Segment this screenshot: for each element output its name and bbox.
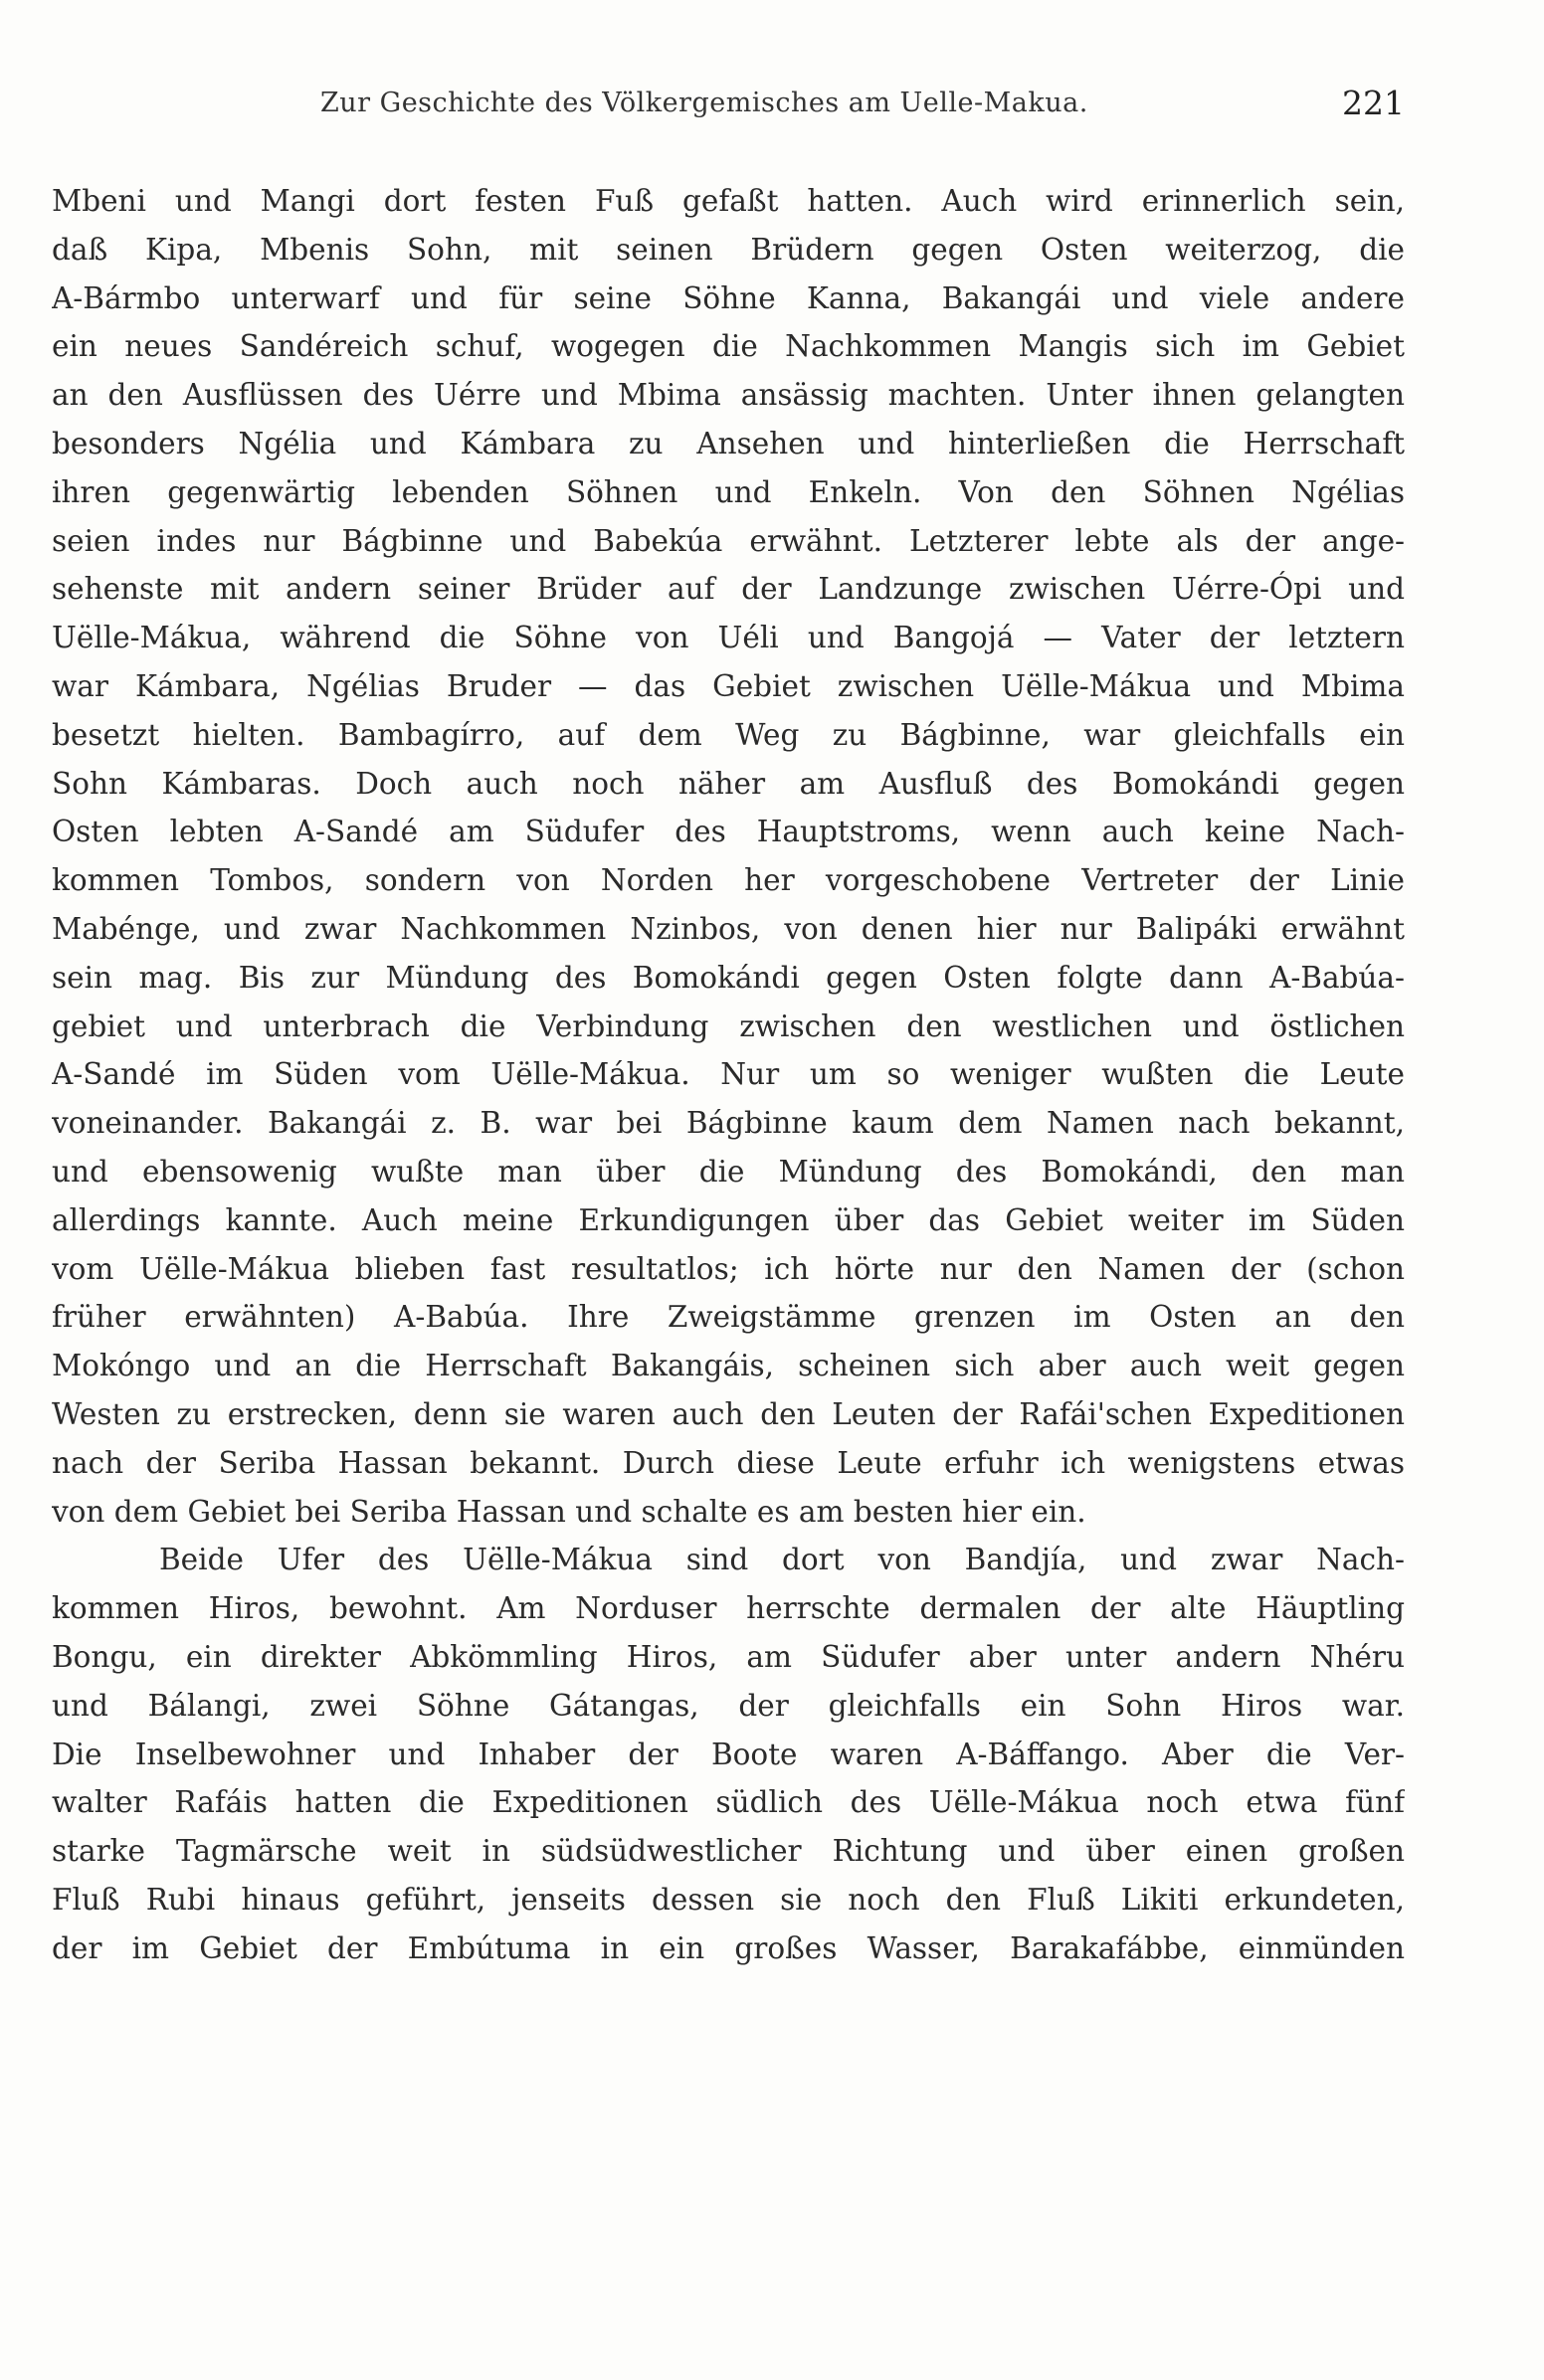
text-line: nach der Seriba Hassan bekannt. Durch diese Leute erfuhr ich wenigstens etwas: [52, 1445, 1405, 1480]
text-line: sein mag. Bis zur Mündung des Bomokándi gegen Osten folgte dann A-Babúa-: [52, 960, 1405, 995]
text-line: Osten lebten A-Sandé am Südufer des Hauptstroms, wenn auch keine Nach-: [52, 815, 1405, 849]
text-line: Mbeni und Mangi dort festen Fuß gefaßt hatten. Auch wird erinnerlich sein,: [52, 184, 1405, 218]
text-line: allerdings kannte. Auch meine Erkundigungen über das Gebiet weiter im Süden: [52, 1202, 1405, 1237]
text-line: der im Gebiet der Embútuma in ein großes Wasser, Barakafábbe, einmünden: [52, 1930, 1405, 1965]
running-head: Zur Geschichte des Völkergemisches am Uelle-Makua.: [320, 88, 1088, 118]
text-line: früher erwähnten) A-Babúa. Ihre Zweigstämme grenzen im Osten an den: [52, 1300, 1405, 1335]
text-line: war Kámbara, Ngélias Bruder — das Gebiet zwischen Uëlle-Mákua und Mbima: [52, 668, 1405, 703]
page-header: [52, 84, 1405, 131]
text-line: A-Bármbo unterwarf und für seine Söhne Kanna, Bakangái und viele andere: [52, 280, 1405, 315]
text-line: kommen Tombos, sondern von Norden her vorgeschobene Vertreter der Linie: [52, 863, 1405, 898]
text-line: besonders Ngélia und Kámbara zu Ansehen und hinterließen die Herrschaft: [52, 426, 1405, 460]
text-line: Mokóngo und an die Herrschaft Bakangáis, scheinen sich aber auch weit gegen: [52, 1349, 1405, 1383]
text-line: vom Uëlle-Mákua blieben fast resultatlos; ich hörte nur den Namen der (schon: [52, 1251, 1405, 1286]
text-line: walter Rafáis hatten die Expeditionen südlich des Uëlle-Mákua noch etwa fünf: [52, 1785, 1405, 1820]
text-line: Westen zu erstrecken, denn sie waren auch den Leuten der Rafái'schen Expeditionen: [52, 1396, 1405, 1431]
body-text: [52, 177, 1405, 1972]
text-line: an den Ausflüssen des Uérre und Mbima ansässig machten. Unter ihnen gelangten: [52, 378, 1405, 413]
text-line: A-Sandé im Süden vom Uëlle-Mákua. Nur um so weniger wußten die Leute: [52, 1057, 1405, 1092]
text-line: ein neues Sandéreich schuf, wogegen die Nachkommen Mangis sich im Gebiet: [52, 329, 1405, 364]
paragraph-end-line: von dem Gebiet bei Seriba Hassan und schalte es am besten hier ein.: [52, 1494, 1086, 1529]
text-line: Fluß Rubi hinaus geführt, jenseits dessen sie noch den Fluß Likiti erkundeten,: [52, 1882, 1405, 1917]
text-line: seien indes nur Bágbinne und Babekúa erwähnt. Letzterer lebte als der ange-: [52, 523, 1405, 558]
text-line: Sohn Kámbaras. Doch auch noch näher am Ausfluß des Bomokándi gegen: [52, 766, 1405, 801]
text-line: gebiet und unterbrach die Verbindung zwischen den westlichen und östlichen: [52, 1008, 1405, 1043]
text-line: ihren gegenwärtig lebenden Söhnen und Enkeln. Von den Söhnen Ngélias: [52, 474, 1405, 509]
paragraph-start-line: Beide Ufer des Uëlle-Mákua sind dort von Bandjía, und zwar Nach-: [159, 1543, 1405, 1577]
text-line: starke Tagmärsche weit in südsüdwestlicher Richtung und über einen großen: [52, 1834, 1405, 1869]
text-line: und ebensowenig wußte man über die Mündung des Bomokándi, den man: [52, 1154, 1405, 1189]
text-line: daß Kipa, Mbenis Sohn, mit seinen Brüdern gegen Osten weiterzog, die: [52, 232, 1405, 267]
text-line: Mabénge, und zwar Nachkommen Nzinbos, von denen hier nur Balipáki erwähnt: [52, 911, 1405, 946]
text-line: und Bálangi, zwei Söhne Gátangas, der gleichfalls ein Sohn Hiros war.: [52, 1688, 1405, 1723]
page-number: 221: [1342, 84, 1405, 122]
text-line: kommen Hiros, bewohnt. Am Norduser herrschte dermalen der alte Häuptling: [52, 1591, 1405, 1626]
text-line: Die Inselbewohner und Inhaber der Boote waren A-Báffango. Aber die Ver-: [52, 1737, 1405, 1771]
text-line: besetzt hielten. Bambagírro, auf dem Weg zu Bágbinne, war gleichfalls ein: [52, 717, 1405, 752]
text-line: voneinander. Bakangái z. B. war bei Bágbinne kaum dem Namen nach bekannt,: [52, 1106, 1405, 1141]
text-line: Uëlle-Mákua, während die Söhne von Uéli und Bangojá — Vater der letztern: [52, 621, 1405, 655]
text-line: Bongu, ein direkter Abkömmling Hiros, am Südufer aber unter andern Nhéru: [52, 1639, 1405, 1674]
text-line: sehenste mit andern seiner Brüder auf der Landzunge zwischen Uérre-Ópi und: [52, 572, 1405, 607]
